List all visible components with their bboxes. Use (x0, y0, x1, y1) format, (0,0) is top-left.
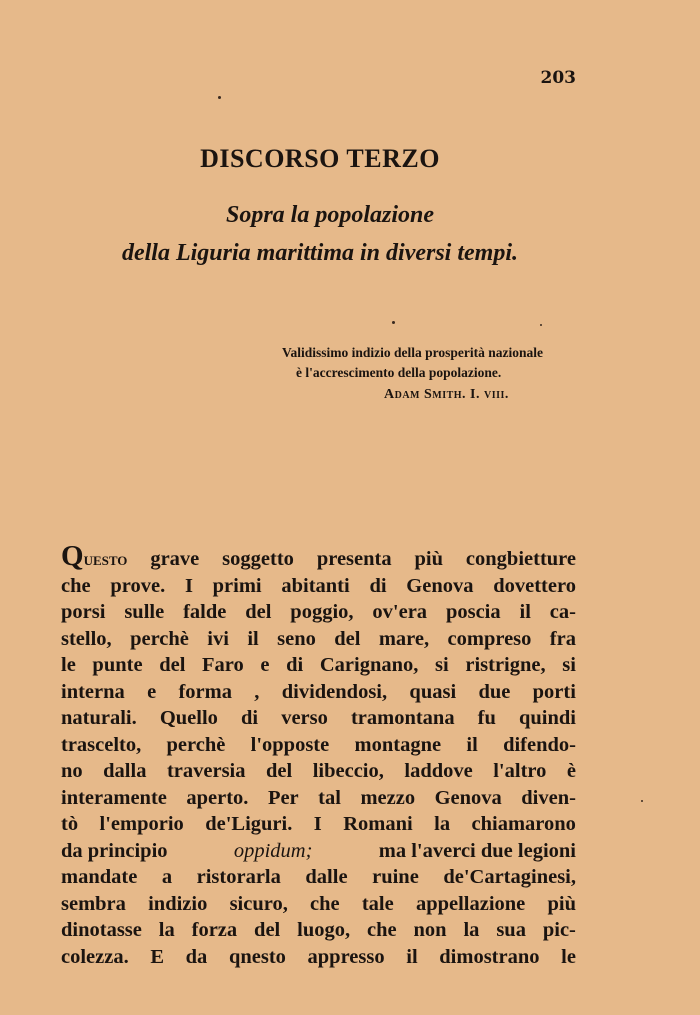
paper-speck (641, 800, 643, 802)
body-line-8: trascelto, perchè l'opposte montagne il difendo- (61, 733, 576, 756)
line-12-before: da principio (61, 839, 168, 862)
subtitle-line-1: Sopra la popolazione (225, 202, 435, 228)
drop-cap: Q (61, 540, 84, 572)
line-12-italic: oppidum; (233, 839, 313, 862)
subtitle-line-2: della Liguria marittima in diversi tempi. (121, 240, 518, 266)
body-line-2: che prove. I primi abitanti di Genova dovettero (61, 574, 576, 597)
body-line-3: porsi sulle falde del poggio, ov'era poscia il ca- (61, 601, 576, 623)
paper-speck (540, 324, 542, 326)
body-line-16: colezza. E da qnesto appresso il dimostrano le (61, 945, 576, 968)
paper-speck (392, 321, 395, 324)
page-number: 203 (540, 68, 576, 88)
body-line-10: interamente aperto. Per tal mezzo Genova diven- (61, 786, 576, 809)
chapter-title: DISCORSO TERZO (200, 144, 440, 173)
epigraph-attribution: Adam Smith. I. viii. (384, 387, 509, 402)
body-line-4: stello, perchè ivi il seno del mare, compreso fra (61, 627, 576, 650)
paper-speck (218, 96, 221, 99)
body-line-12 (61, 838, 576, 865)
epigraph-line-2: è l'accrescimento della popolazione. (296, 365, 502, 380)
body-line-13: mandate a ristorarla dalle ruine de'Cartaginesi, (61, 866, 576, 888)
body-line-15: dinotasse la forza del luogo, che non la sua pic- (61, 919, 576, 941)
body-line-7: naturali. Quello di verso tramontana fu quindi (61, 707, 576, 729)
body-line-6: interna e forma , dividendosi, quasi due porti (61, 680, 576, 703)
body-line-9: no dalla traversia del libeccio, laddove l'altro è (61, 760, 576, 782)
first-word-rest: uesto (83, 549, 128, 569)
body-line-5: le punte del Faro e di Carignano, si ristrigne, si (61, 654, 576, 676)
body-line-1: Questo grave soggetto presenta più congbietture (61, 540, 576, 572)
body-line-14: sembra indizio sicuro, che tale appellazione più (61, 892, 576, 915)
line-12-after: ma l'averci due legioni (378, 839, 576, 862)
body-text (61, 540, 576, 970)
body-line-11: tò l'emporio de'Liguri. I Romani la chiamarono (61, 813, 576, 835)
epigraph-line-1: Validissimo indizio della prosperità nazionale (282, 345, 544, 360)
